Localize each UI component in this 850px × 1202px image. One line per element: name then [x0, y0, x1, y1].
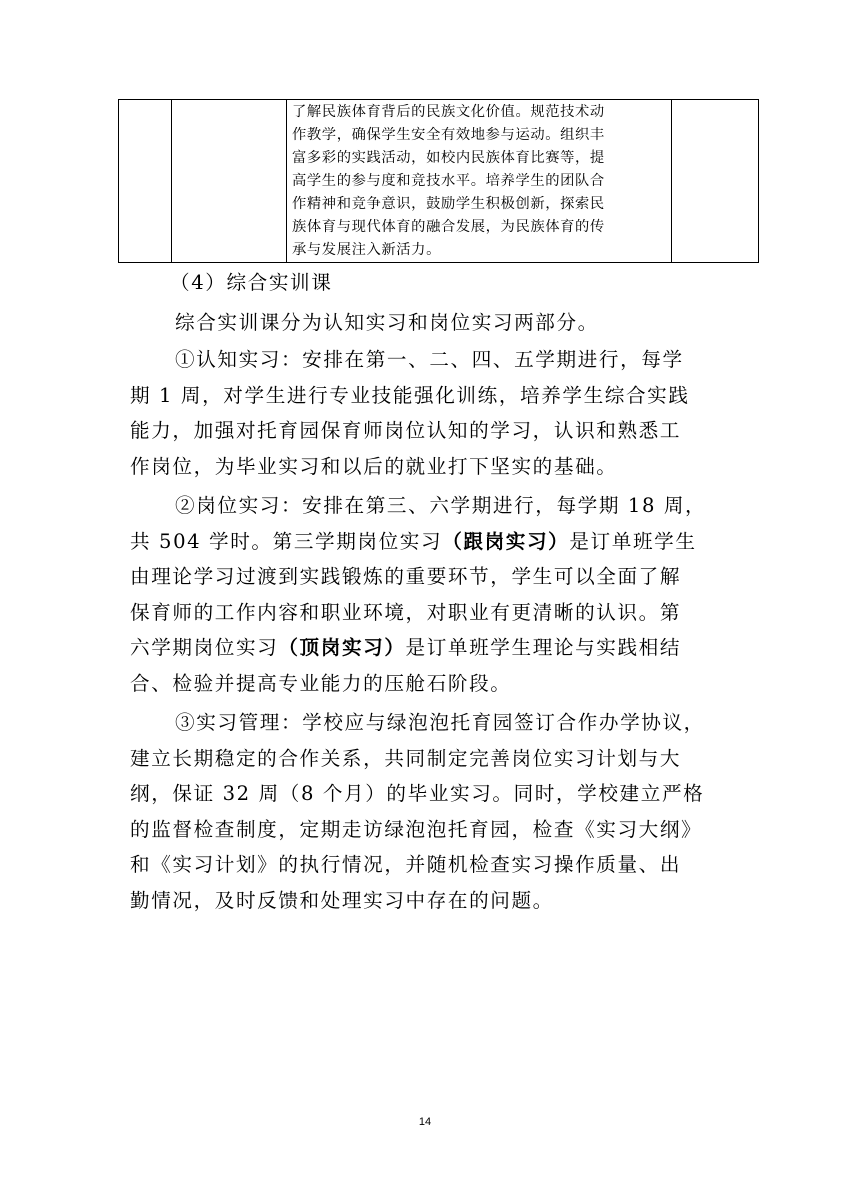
section-heading: （4）综合实训课 [170, 271, 333, 294]
intro-text: 综合实训课分为认知实习和岗位实习两部分。 [175, 311, 599, 334]
cell-line: 了解民族体育背后的民族文化价值。规范技术动 [292, 104, 605, 120]
paragraph-line: ①认知实习：安排在第一、二、四、五学期进行，每学 [175, 348, 684, 371]
paragraph-line: 能力，加强对托育园保育师岗位认知的学习，认识和熟悉工 [130, 419, 682, 442]
paragraph-line: ②岗位实习：安排在第三、六学期进行，每学期 18 周， [175, 494, 707, 517]
paragraph-line [130, 524, 730, 560]
course-table-fragment [118, 99, 759, 263]
paragraph-line: 勤情况，及时反馈和处理实习中存在的问题。 [130, 888, 554, 912]
paragraph-line: 纲，保证 32 周（8 个月）的毕业实习。同时，学校建立严格 [130, 782, 705, 805]
cell-line: 富多彩的实践活动，如校内民族体育比赛等，提 [292, 150, 605, 166]
text-run: 是订单班学生理论与实践相结 [405, 636, 682, 659]
paragraph-line: 由理论学习过渡到实践锻炼的重要环节，学生可以全面了解 [130, 565, 682, 588]
table-cell-empty-1 [119, 100, 172, 263]
intro-paragraph [130, 305, 730, 341]
paragraph-line: 和《实习计划》的执行情况，并随机检查实习操作质量、出 [130, 853, 682, 876]
paragraph-line: 作岗位，为毕业实习和以后的就业打下坚实的基础。 [130, 454, 618, 478]
table-cell-empty-3 [672, 100, 759, 263]
section-heading-block [130, 265, 730, 301]
paragraph-line: ③实习管理：学校应与绿泡泡托育园签订合作办学协议， [175, 711, 705, 734]
page-number: 14 [418, 1116, 432, 1128]
paragraph-line: 合、检验并提高专业能力的压舱石阶段。 [130, 671, 512, 695]
bold-term-follow-internship: （跟岗实习） [442, 529, 570, 553]
cell-line: 高学生的参与度和竞技水平。培养学生的团队合 [292, 173, 605, 189]
paragraph-line: 建立长期稳定的合作关系，共同制定完善岗位实习计划与大 [130, 746, 682, 770]
table-cell-empty-2 [172, 100, 287, 263]
paragraph-line [130, 630, 730, 666]
cognitive-internship-paragraph [130, 342, 730, 484]
post-internship-paragraph [130, 488, 730, 701]
cell-line: 作教学，确保学生安全有效地参与运动。组织丰 [292, 127, 605, 143]
cell-line: 承与发展注入新活力。 [292, 242, 441, 258]
paragraph-line: 期 1 周，对学生进行专业技能强化训练，培养学生综合实践 [130, 383, 690, 407]
bold-term-top-internship: （顶岗实习） [278, 636, 406, 659]
text-run: 是订单班学生 [569, 529, 697, 553]
table-row [119, 100, 759, 263]
cell-line: 作精神和竞争意识，鼓励学生积极创新，探索民 [292, 196, 605, 212]
text-run: 六学期岗位实习 [130, 636, 279, 659]
paragraph-line: 的监督检查制度，定期走访绿泡泡托育园，检查《实习大纲》 [130, 817, 703, 841]
cell-line: 族体育与现代体育的融合发展，为民族体育的传 [292, 219, 605, 235]
text-run: 共 504 学时。第三学期岗位实习 [130, 529, 443, 553]
table-cell-description [287, 100, 672, 263]
paragraph-line: 保育师的工作内容和职业环境，对职业有更清晰的认识。第 [130, 600, 682, 624]
internship-management-paragraph [130, 705, 730, 918]
